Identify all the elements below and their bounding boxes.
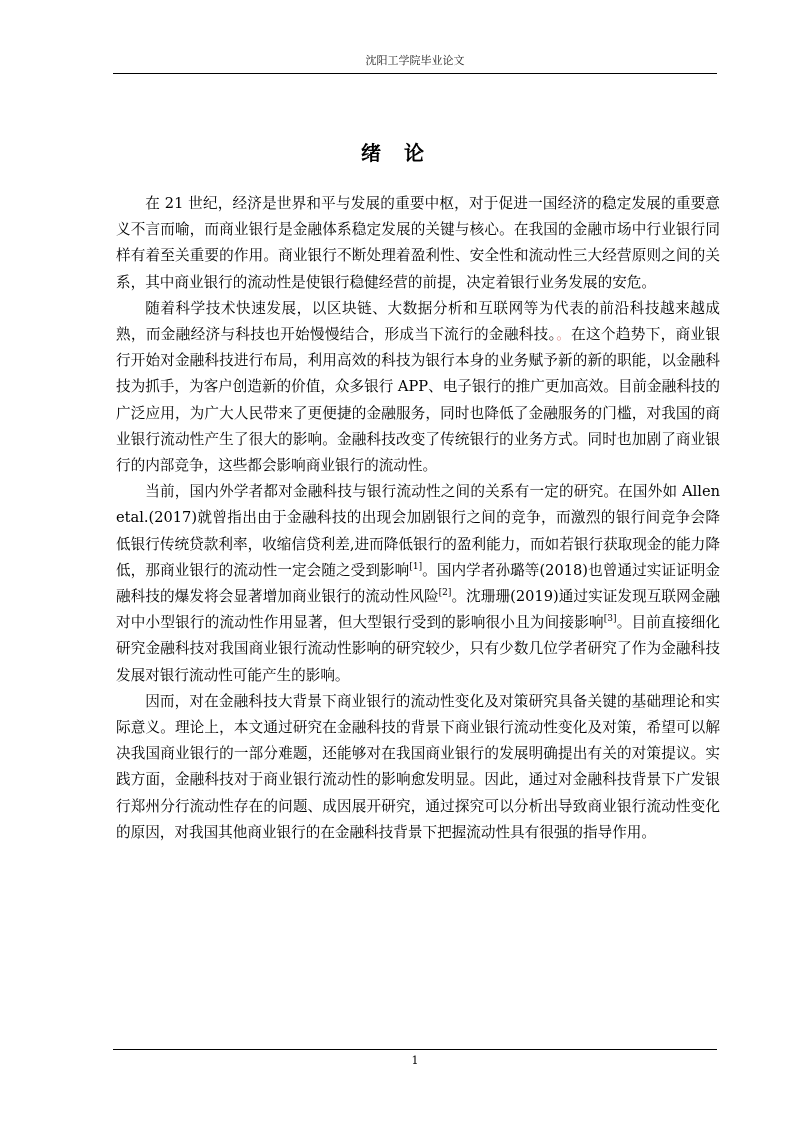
paragraph-text: 在 21 世纪，经济是世界和平与发展的重要中枢，对于促进一国经济的稳定发展的重要意义不言而喻，而商业银行是金融体系稳定发展的关键与核心。在我国的金融市场中行业银行同样有着至关重要的作用。商业银行不断处理着盈利性、安全性和流动性三大经营原则之间的关系，其中商业银行的流动性是使银行稳健经营的前提，决定着银行业务发展的安危。 — [116, 195, 720, 291]
body-text — [116, 191, 720, 846]
paragraph-text: 当前，国内外学者都对金融科技与银行流动性之间的关系有一定的研究。在国外如 Allen etal.(2017)就曾指出由于金融科技的出现会加剧银行之间的竞争，而激烈的银行间竞争会降低银行传统贷款利率，收缩信贷利差,进而降低银行的盈利能力，而如若银行获取现金的能力降低，那商业银行的流动性一定会随之受到影响 — [116, 483, 720, 579]
paragraph-2 — [116, 296, 720, 479]
paragraph-4 — [116, 689, 720, 846]
paragraph-text: 随着科学技术快速发展，以区块链、大数据分析和互联网等为代表的前沿科技越来越成熟，而金融经济与科技也开始慢慢结合，形成当下流行的金融科技。 — [116, 299, 720, 344]
paragraph-1 — [116, 191, 720, 296]
accent-period: 。 — [556, 326, 572, 344]
paragraph-text: 因而，对在金融科技大背景下商业银行的流动性变化及对策研究具备关键的基础理论和实际意义。理论上，本文通过研究在金融科技的背景下商业银行流动性变化及对策，希望可以解决我国商业银行的一部分难题，还能够对在我国商业银行的发展明确提出有关的对策提议。实践方面，金融科技对于商业银行流动性的影响愈发明显。因此，通过对金融科技背景下广发银行郑州分行流动性存在的问题、成因展开研究，通过探究可以分析出导致商业银行流动性变化的原因，对我国其他商业银行的在金融科技背景下把握流动性具有很强的指导作用。 — [116, 692, 720, 841]
paragraph-text: 。国内学者孙璐等(2018)也曾通过实证证明金融科技的爆发将会显著增加商业银行的流动性风险 — [116, 561, 720, 606]
citation-ref: [3] — [603, 614, 617, 625]
page-footer — [113, 1049, 717, 1070]
page-number: 1 — [411, 1054, 419, 1067]
page-title: 绪 论 — [361, 141, 432, 165]
paragraph-text: 。目前直接细化研究金融科技对我国商业银行流动性影响的研究较少，只有少数几位学者研究了作为金融科技发展对银行流动性可能产生的影响。 — [116, 614, 720, 684]
paragraph-text: 。沈珊珊(2019)通过实证发现互联网金融对中小型银行的流动性作用显著，但大型银行受到的影响很小且为间接影响 — [116, 588, 720, 632]
header-text: 沈阳工学院毕业论文 — [365, 54, 465, 67]
citation-ref: [2] — [438, 588, 452, 599]
paragraph-text: 在这个趋势下，商业银行开始对金融科技进行布局，利用高效的科技为银行本身的业务赋予新的新的职能，以金融科技为抓手，为客户创造新的价值，众多银行 APP、电子银行的推广更加高效。目前金融科技的广泛应用，为广大人民带来了更便捷的金融服务，同时也降低了金融服务的门槛，对我国的商业银行流动性产生了很大的影响。金融科技改变了传统银行的业务方式。同时也加剧了商业银行的内部竞争，这些都会影响商业银行的流动性。 — [116, 326, 720, 475]
paragraph-3 — [116, 479, 720, 689]
citation-ref: [1] — [409, 561, 423, 572]
page-header — [113, 51, 717, 74]
